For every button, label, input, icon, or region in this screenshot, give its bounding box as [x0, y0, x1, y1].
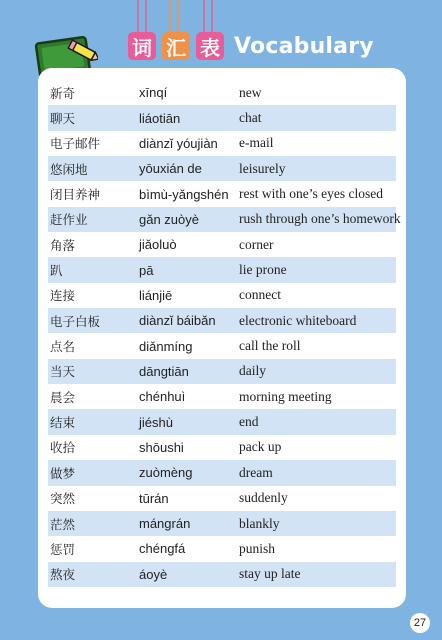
pinyin-cell: chéngfá [139, 541, 186, 557]
title-tag-1: 词 [128, 32, 156, 60]
pinyin-cell: pā [139, 262, 154, 278]
pinyin-cell: diànzǐ báibǎn [139, 313, 216, 329]
hanzi-cell: 收拾 [50, 440, 76, 456]
english-cell: rush through one’s homework [239, 211, 401, 227]
hanzi-cell: 做梦 [50, 465, 76, 481]
hanzi-cell: 赶作业 [50, 212, 88, 228]
table-row [48, 409, 396, 434]
hanzi-cell: 趴 [50, 263, 63, 279]
pinyin-cell: liánjiē [139, 287, 173, 303]
english-cell: chat [239, 110, 262, 126]
pinyin-cell: diǎnmíng [139, 338, 193, 354]
english-cell: daily [239, 363, 266, 379]
table-row [48, 460, 396, 485]
english-cell: leisurely [239, 160, 286, 176]
pinyin-cell: dāngtiān [139, 363, 189, 379]
hanzi-cell: 点名 [50, 339, 76, 355]
pinyin-cell: jiǎoluò [139, 237, 177, 253]
table-row [48, 181, 396, 206]
english-cell: corner [239, 236, 274, 252]
english-cell: lie prone [239, 262, 287, 278]
english-cell: rest with one’s eyes closed [239, 186, 383, 202]
english-cell: e-mail [239, 135, 274, 151]
pinyin-cell: gǎn zuòyè [139, 211, 199, 227]
table-row [48, 308, 396, 333]
hanzi-cell: 新奇 [50, 85, 76, 101]
hanzi-cell: 连接 [50, 288, 76, 304]
pinyin-cell: tūrán [139, 490, 169, 506]
english-cell: punish [239, 540, 276, 556]
table-row [48, 283, 396, 308]
english-cell: dream [239, 464, 273, 480]
pinyin-cell: zuòmèng [139, 465, 193, 481]
english-cell: blankly [239, 515, 280, 531]
english-cell: pack up [239, 439, 282, 455]
pinyin-cell: shōushi [139, 439, 184, 455]
table-row [48, 80, 396, 105]
english-cell: morning meeting [239, 388, 332, 404]
pinyin-cell: liáotiān [139, 110, 181, 126]
table-row [48, 435, 396, 460]
title-english: Vocabulary [234, 33, 374, 59]
english-cell: new [239, 84, 262, 100]
vocabulary-card [38, 68, 406, 608]
english-cell: call the roll [239, 338, 301, 354]
hanzi-cell: 聊天 [50, 111, 76, 127]
table-row [48, 257, 396, 282]
hanzi-cell: 结束 [50, 415, 76, 431]
table-row [48, 536, 396, 561]
english-cell: stay up late [239, 566, 301, 582]
english-cell: electronic whiteboard [239, 312, 357, 328]
english-cell: suddenly [239, 490, 288, 506]
hanzi-cell: 电子邮件 [50, 136, 101, 152]
hanzi-cell: 惩罚 [50, 541, 76, 557]
title-tag-2: 汇 [162, 32, 190, 60]
hanzi-cell: 悠闲地 [50, 161, 88, 177]
hanzi-cell: 突然 [50, 491, 76, 507]
pinyin-cell: bìmù-yǎngshén [139, 186, 229, 202]
table-row [48, 486, 396, 511]
hanzi-cell: 角落 [50, 237, 76, 253]
table-row [48, 156, 396, 181]
title-tag-3: 表 [196, 32, 224, 60]
hanzi-cell: 熬夜 [50, 567, 76, 583]
table-row [48, 511, 396, 536]
hanzi-cell: 当天 [50, 364, 76, 380]
table-row [48, 359, 396, 384]
vocabulary-table [48, 80, 401, 587]
table-row [48, 333, 396, 358]
hanzi-cell: 茫然 [50, 516, 76, 532]
english-cell: end [239, 414, 259, 430]
pinyin-cell: áoyè [139, 566, 168, 582]
pinyin-cell: yōuxián de [139, 161, 202, 177]
english-cell: connect [239, 287, 281, 303]
page-title [128, 28, 374, 64]
pinyin-cell: chénhuì [139, 389, 186, 405]
hanzi-cell: 闭目养神 [50, 187, 101, 203]
hanzi-cell: 晨会 [50, 389, 76, 405]
hanzi-cell: 电子白板 [50, 313, 101, 329]
pinyin-cell: diànzǐ yóujiàn [139, 135, 218, 151]
table-row [48, 562, 396, 587]
table-row [48, 131, 396, 156]
table-row [48, 384, 396, 409]
pinyin-cell: mángrán [139, 516, 191, 532]
pinyin-cell: xīnqí [139, 85, 168, 101]
pinyin-cell: jiéshù [139, 414, 173, 430]
page-number: 27 [410, 613, 430, 633]
table-row [48, 207, 401, 232]
table-row [48, 232, 396, 257]
table-row [48, 105, 396, 130]
